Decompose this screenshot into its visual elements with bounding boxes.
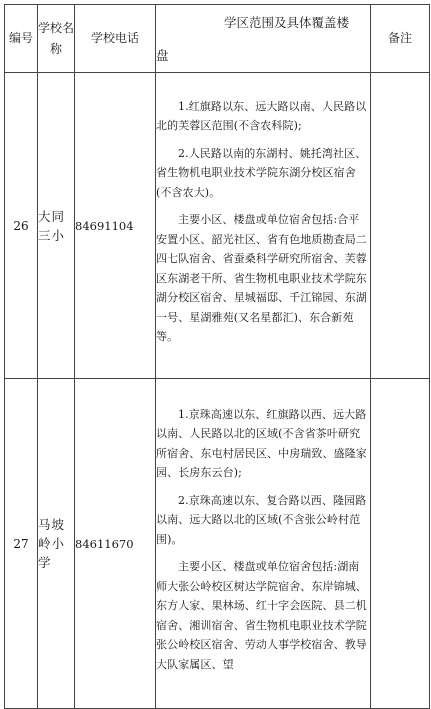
row-school-name: 大同三小 bbox=[38, 73, 75, 379]
row-notes bbox=[371, 73, 430, 379]
table-row bbox=[5, 73, 430, 379]
row-number: 27 bbox=[5, 379, 38, 709]
header-scope-line2: 盘 bbox=[156, 47, 169, 63]
header-number: 编号 bbox=[5, 5, 38, 73]
header-notes: 备注 bbox=[371, 5, 430, 73]
table-header-row bbox=[5, 5, 430, 73]
row-notes bbox=[371, 379, 430, 709]
header-scope bbox=[156, 5, 371, 73]
header-scope-line1: 学区范围及具体覆盖楼 bbox=[224, 14, 350, 30]
table-row bbox=[5, 379, 430, 709]
scope-paragraph: 主要小区、楼盘或单位宿舍包括:湖南师大张公岭校区树达学院宿舍、东岸锦城、东方人家、果林场、红十字会医院、县二机宿舍、湘训宿舍、省生物机电职业技术学院张公岭校区宿舍、劳动人事学校宿舍、教导大队家属区、望 bbox=[156, 560, 367, 671]
scope-paragraph: 主要小区、楼盘或单位宿舍包括:合平安置小区、韶光社区、省有色地质勘查局二四七队宿舍、省蚕桑科学研究所宿舍、芙蓉区东湖老干所、省生物机电职业技术学院东湖分校区宿舍、星城福邸、千江锦园、东湖一号、星湖雅苑(又名星都汇)、东合新苑等。 bbox=[156, 213, 367, 343]
header-phone: 学校电话 bbox=[75, 5, 156, 73]
header-school-name: 学校名称 bbox=[38, 5, 75, 73]
row-phone: 84691104 bbox=[75, 73, 156, 379]
school-district-table bbox=[4, 4, 430, 709]
row-scope bbox=[156, 379, 371, 709]
row-scope bbox=[156, 73, 371, 379]
scope-paragraph: 2.人民路以南的东湖村、姚托湾社区、省生物机电职业技术学院东湖分校区宿舍(不含农大)。 bbox=[156, 146, 367, 199]
row-phone: 84611670 bbox=[75, 379, 156, 709]
scope-paragraph: 1.京珠高速以东、红旗路以西、远大路以南、人民路以北的区域(不含省茶叶研究所宿舍、东屯村居民区、中房瑞致、盛隆家园、长房东云台); bbox=[156, 407, 367, 480]
row-school-name: 马坡岭小学 bbox=[38, 379, 75, 709]
row-number: 26 bbox=[5, 73, 38, 379]
scope-paragraph: 2.京珠高速以东、复合路以西、隆园路以南、远大路以北的区域(不含张公岭村范围)。 bbox=[156, 493, 367, 546]
scope-paragraph: 1.红旗路以东、远大路以南、人民路以北的芙蓉区范围(不含农科院); bbox=[156, 99, 367, 132]
